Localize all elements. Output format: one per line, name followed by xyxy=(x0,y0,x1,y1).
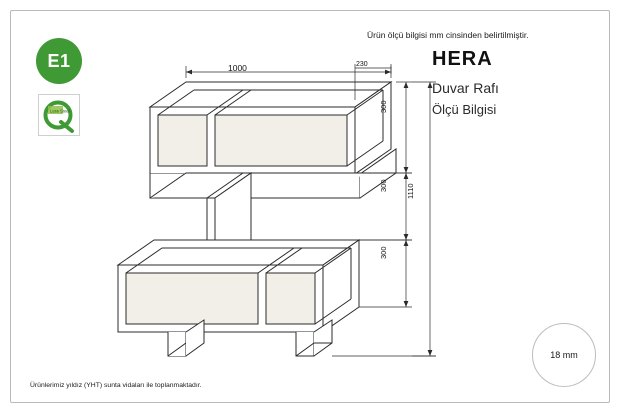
dimension-depth-label: 230 xyxy=(356,61,368,68)
product-subtitle: Ölçü Bilgisi xyxy=(432,101,497,117)
technical-drawing xyxy=(90,22,440,372)
product-name: Duvar Rafı xyxy=(432,80,499,96)
dimension-shelf-height-2-label: 300 xyxy=(379,179,388,192)
dimension-total-height-label: 1110 xyxy=(406,183,415,199)
dimension-shelf-height-3-label: 300 xyxy=(379,246,388,259)
thickness-badge xyxy=(532,323,596,387)
e1-badge-label: E1 xyxy=(47,50,71,71)
dimension-shelf-height-1-label: 300 xyxy=(379,100,388,113)
eco-logo-icon xyxy=(39,95,79,135)
product-brand: HERA xyxy=(432,48,493,70)
svg-text:Less Steel: Less Steel xyxy=(50,108,70,114)
eco-logo xyxy=(38,94,80,136)
dimension-width-label: 1000 xyxy=(228,63,247,73)
title-block xyxy=(432,48,592,117)
e1-badge xyxy=(36,38,82,84)
unit-note: Ürün ölçü bilgisi mm cinsinden belirtilmiştir. xyxy=(367,30,529,40)
assembly-note: Ürünlerimiz yıldız (YHT) sunta vidaları ile toplanmaktadır. xyxy=(30,382,202,389)
thickness-badge-label: 18 mm xyxy=(550,350,578,360)
